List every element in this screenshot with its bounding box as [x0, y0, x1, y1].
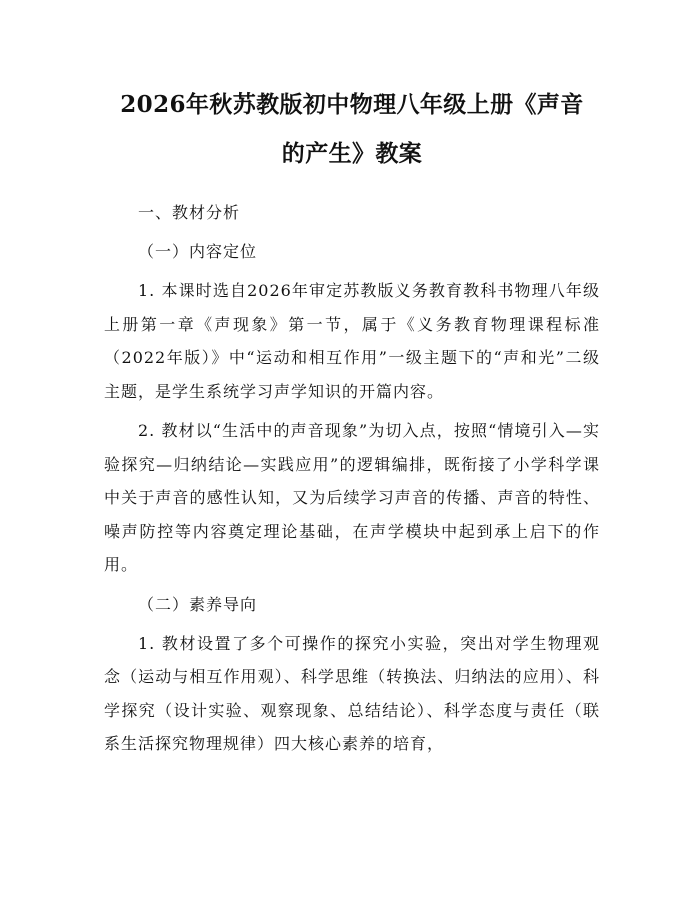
subsection-heading-literacy-orientation: （二）素养导向 — [138, 594, 258, 614]
document-title — [104, 80, 600, 178]
title-line-2: 的产生》教案 — [281, 140, 423, 167]
title-line-1: 2026年秋苏教版初中物理八年级上册《声音 — [120, 91, 584, 118]
paragraph-positioning-2: 2. 教材以“生活中的声音现象”为切入点，按照“情境引入—实验探究—归纳结论—实践应用”的逻辑编排，既衔接了小学科学课中关于声音的感性认知，又为后续学习声音的传播、声音的特性、噪声防控等内容奠定理论基础，在声学模块中起到承上启下的作用。 — [104, 421, 600, 574]
paragraph-positioning-1: 1. 本课时选自2026年审定苏教版义务教育教科书物理八年级上册第一章《声现象》第一节，属于《义务教育物理课程标准（2022年版）》中“运动和相互作用”一级主题下的“声和光”二级主题，是学生系统学习声学知识的开篇内容。 — [104, 281, 600, 401]
subsection-heading-content-positioning: （一）内容定位 — [138, 242, 258, 261]
document-page — [104, 80, 600, 761]
paragraph-literacy-1: 1. 教材设置了多个可操作的探究小实验，突出对学生物理观念（运动与相互作用观）、科学思维（转换法、归纳法的应用）、科学探究（设计实验、观察现象、总结结论）、科学态度与责任（联系生活探究物理规律）四大核心素养的培育， — [104, 633, 600, 753]
section-heading-textbook-analysis: 一、教材分析 — [138, 203, 241, 222]
